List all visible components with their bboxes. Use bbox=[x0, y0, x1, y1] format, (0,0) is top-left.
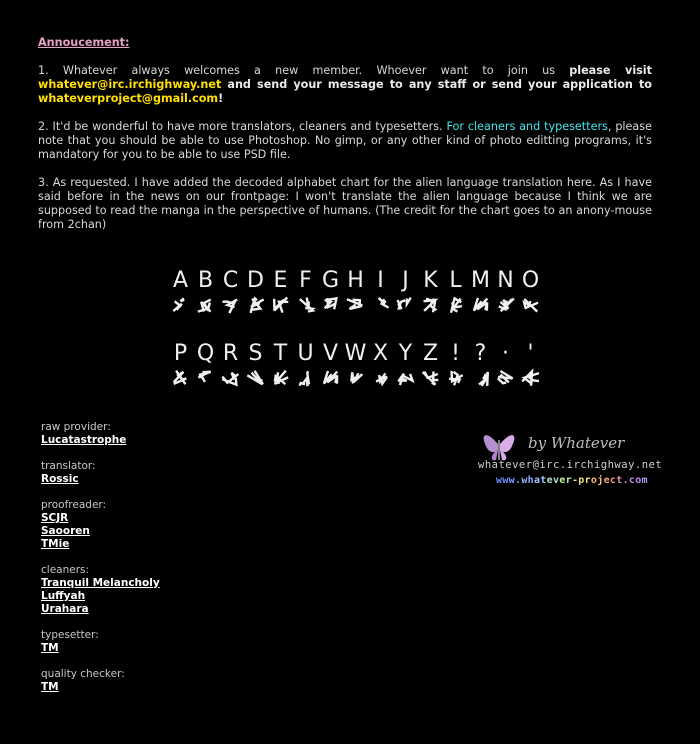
alien-glyph-icon bbox=[293, 295, 318, 315]
alien-glyph-icon bbox=[468, 295, 493, 315]
logo-website[interactable]: www.whatever-project.com bbox=[496, 475, 648, 486]
p2-text-b: , please note that you should be able to use Photoshop. No gimp, or any other kind of photo editting programs, it's mandatory for you to be able to use PSD file. bbox=[38, 120, 652, 161]
alphabet-chart-row-2 bbox=[168, 341, 548, 388]
letter-row2-2: R bbox=[222, 341, 239, 366]
latin-letters-row-2 bbox=[168, 341, 548, 366]
letter-row2-5: U bbox=[297, 341, 314, 366]
letter-row1-12: M bbox=[471, 268, 490, 293]
alien-glyph-icon bbox=[218, 368, 243, 388]
credit-role: cleaners: bbox=[41, 564, 90, 576]
p2-highlight: For cleaners and typesetters bbox=[446, 120, 608, 133]
letter-row1-5: F bbox=[299, 268, 312, 293]
letter-row1-8: I bbox=[377, 268, 384, 293]
alien-glyph-icon bbox=[468, 368, 493, 388]
alien-glyph-icon bbox=[518, 368, 543, 388]
letter-row2-12: ? bbox=[474, 341, 487, 366]
alien-glyph-icon bbox=[443, 368, 468, 388]
credit-role: quality checker: bbox=[41, 668, 125, 680]
p1-text-c: and send your message to any staff or send your application to bbox=[221, 78, 652, 91]
alien-glyph-icon bbox=[268, 368, 293, 388]
credit-group bbox=[41, 460, 261, 486]
alien-glyph-icon bbox=[318, 295, 343, 315]
alien-glyph-icon bbox=[318, 368, 343, 388]
letter-row1-14: O bbox=[521, 268, 540, 293]
alien-glyph-icon bbox=[243, 295, 268, 315]
credit-name-link[interactable]: Saooren bbox=[41, 525, 90, 537]
alien-glyph-icon bbox=[193, 368, 218, 388]
letter-row2-13: · bbox=[502, 341, 509, 366]
alien-glyph-icon bbox=[243, 368, 268, 388]
letter-row1-0: A bbox=[172, 268, 189, 293]
alien-glyph-icon bbox=[393, 368, 418, 388]
credit-name-link[interactable]: Lucatastrophe bbox=[41, 434, 127, 446]
announcement-title: Annoucement: bbox=[38, 36, 130, 49]
alien-glyph-icon bbox=[493, 295, 518, 315]
logo-email: whatever@irc.irchighway.net bbox=[478, 459, 663, 471]
credit-name-link[interactable]: TM bbox=[41, 681, 59, 693]
letter-row2-14: ' bbox=[527, 341, 534, 366]
alien-glyph-icon bbox=[168, 368, 193, 388]
credit-group bbox=[41, 564, 261, 616]
letter-row2-4: T bbox=[273, 341, 288, 366]
credit-group bbox=[41, 668, 261, 694]
alien-glyphs-row-2 bbox=[168, 368, 548, 388]
letter-row2-0: P bbox=[173, 341, 188, 366]
credit-group bbox=[41, 421, 261, 447]
announcement-paragraph-1 bbox=[38, 64, 652, 106]
letter-row2-11: ! bbox=[451, 341, 460, 366]
letter-row2-1: Q bbox=[196, 341, 215, 366]
alien-glyph-icon bbox=[418, 295, 443, 315]
alien-glyphs-row-1 bbox=[168, 295, 548, 315]
letter-row2-3: S bbox=[248, 341, 263, 366]
letter-row1-3: D bbox=[247, 268, 264, 293]
letter-row1-2: C bbox=[222, 268, 239, 293]
letter-row1-13: N bbox=[497, 268, 514, 293]
letter-row1-1: B bbox=[197, 268, 214, 293]
alien-glyph-icon bbox=[493, 368, 518, 388]
letter-row1-7: H bbox=[347, 268, 364, 293]
credit-group bbox=[41, 499, 261, 551]
alien-glyph-icon bbox=[443, 295, 468, 315]
alphabet-chart-row-1 bbox=[168, 268, 548, 315]
alien-glyph-icon bbox=[168, 295, 193, 315]
letter-row1-6: G bbox=[321, 268, 340, 293]
p1-text-d: ! bbox=[218, 92, 224, 105]
announcement-block bbox=[38, 36, 652, 246]
letter-row1-11: L bbox=[449, 268, 462, 293]
p1-text-a: 1. Whatever always welcomes a new member. Whoever want to join us bbox=[38, 64, 570, 77]
alien-glyph-icon bbox=[343, 368, 368, 388]
credit-role: raw provider: bbox=[41, 421, 111, 433]
logo-text: by Whatever bbox=[528, 434, 625, 452]
letter-row2-8: X bbox=[372, 341, 389, 366]
credit-name-link[interactable]: TM bbox=[41, 642, 59, 654]
credit-role: typesetter: bbox=[41, 629, 99, 641]
alien-glyph-icon bbox=[268, 295, 293, 315]
latin-letters-row-1 bbox=[168, 268, 548, 293]
credit-role: translator: bbox=[41, 460, 96, 472]
credit-name-link[interactable]: Tranquil Melancholy bbox=[41, 577, 160, 589]
irc-address[interactable]: whatever@irc.irchighway.net bbox=[38, 78, 222, 91]
alien-glyph-icon bbox=[218, 295, 243, 315]
letter-row1-4: E bbox=[273, 268, 288, 293]
alien-glyph-icon bbox=[368, 295, 393, 315]
letter-row2-9: Y bbox=[398, 341, 413, 366]
announcement-paragraph-3: 3. As requested. I have added the decoded alphabet chart for the alien language translation here. As I have said before in the news on our frontpage: I won't translate the alien language because I think we are supposed to read the manga in the perspective of humans. (The credit for the chart goes to an anony-mouse from 2chan) bbox=[38, 176, 652, 231]
alien-glyph-icon bbox=[343, 295, 368, 315]
email-address[interactable]: whateverproject@gmail.com bbox=[38, 92, 219, 105]
p1-please-visit: please visit bbox=[569, 64, 652, 77]
letter-row2-6: V bbox=[322, 341, 339, 366]
p2-text-a: 2. It'd be wonderful to have more translators, cleaners and typesetters. bbox=[38, 120, 447, 133]
credit-name-link[interactable]: Luffyah bbox=[41, 590, 86, 602]
letter-row2-7: W bbox=[344, 341, 367, 366]
butterfly-icon bbox=[484, 435, 515, 460]
credit-name-link[interactable]: TMie bbox=[41, 538, 70, 550]
credit-group bbox=[41, 629, 261, 655]
alien-glyph-icon bbox=[518, 295, 543, 315]
letter-row1-10: K bbox=[423, 268, 438, 293]
letter-row2-10: Z bbox=[422, 341, 439, 366]
credit-name-link[interactable]: Urahara bbox=[41, 603, 89, 615]
credits-list bbox=[41, 421, 261, 707]
alien-glyph-icon bbox=[418, 368, 443, 388]
alien-glyph-icon bbox=[293, 368, 318, 388]
credit-name-link[interactable]: Rossic bbox=[41, 473, 79, 485]
alien-glyph-icon bbox=[368, 368, 393, 388]
credit-name-link[interactable]: SCJR bbox=[41, 512, 69, 524]
alien-glyph-icon bbox=[193, 295, 218, 315]
letter-row1-9: J bbox=[402, 268, 409, 293]
credit-role: proofreader: bbox=[41, 499, 107, 511]
announcement-paragraph-2 bbox=[38, 120, 652, 162]
alien-glyph-icon bbox=[393, 295, 418, 315]
